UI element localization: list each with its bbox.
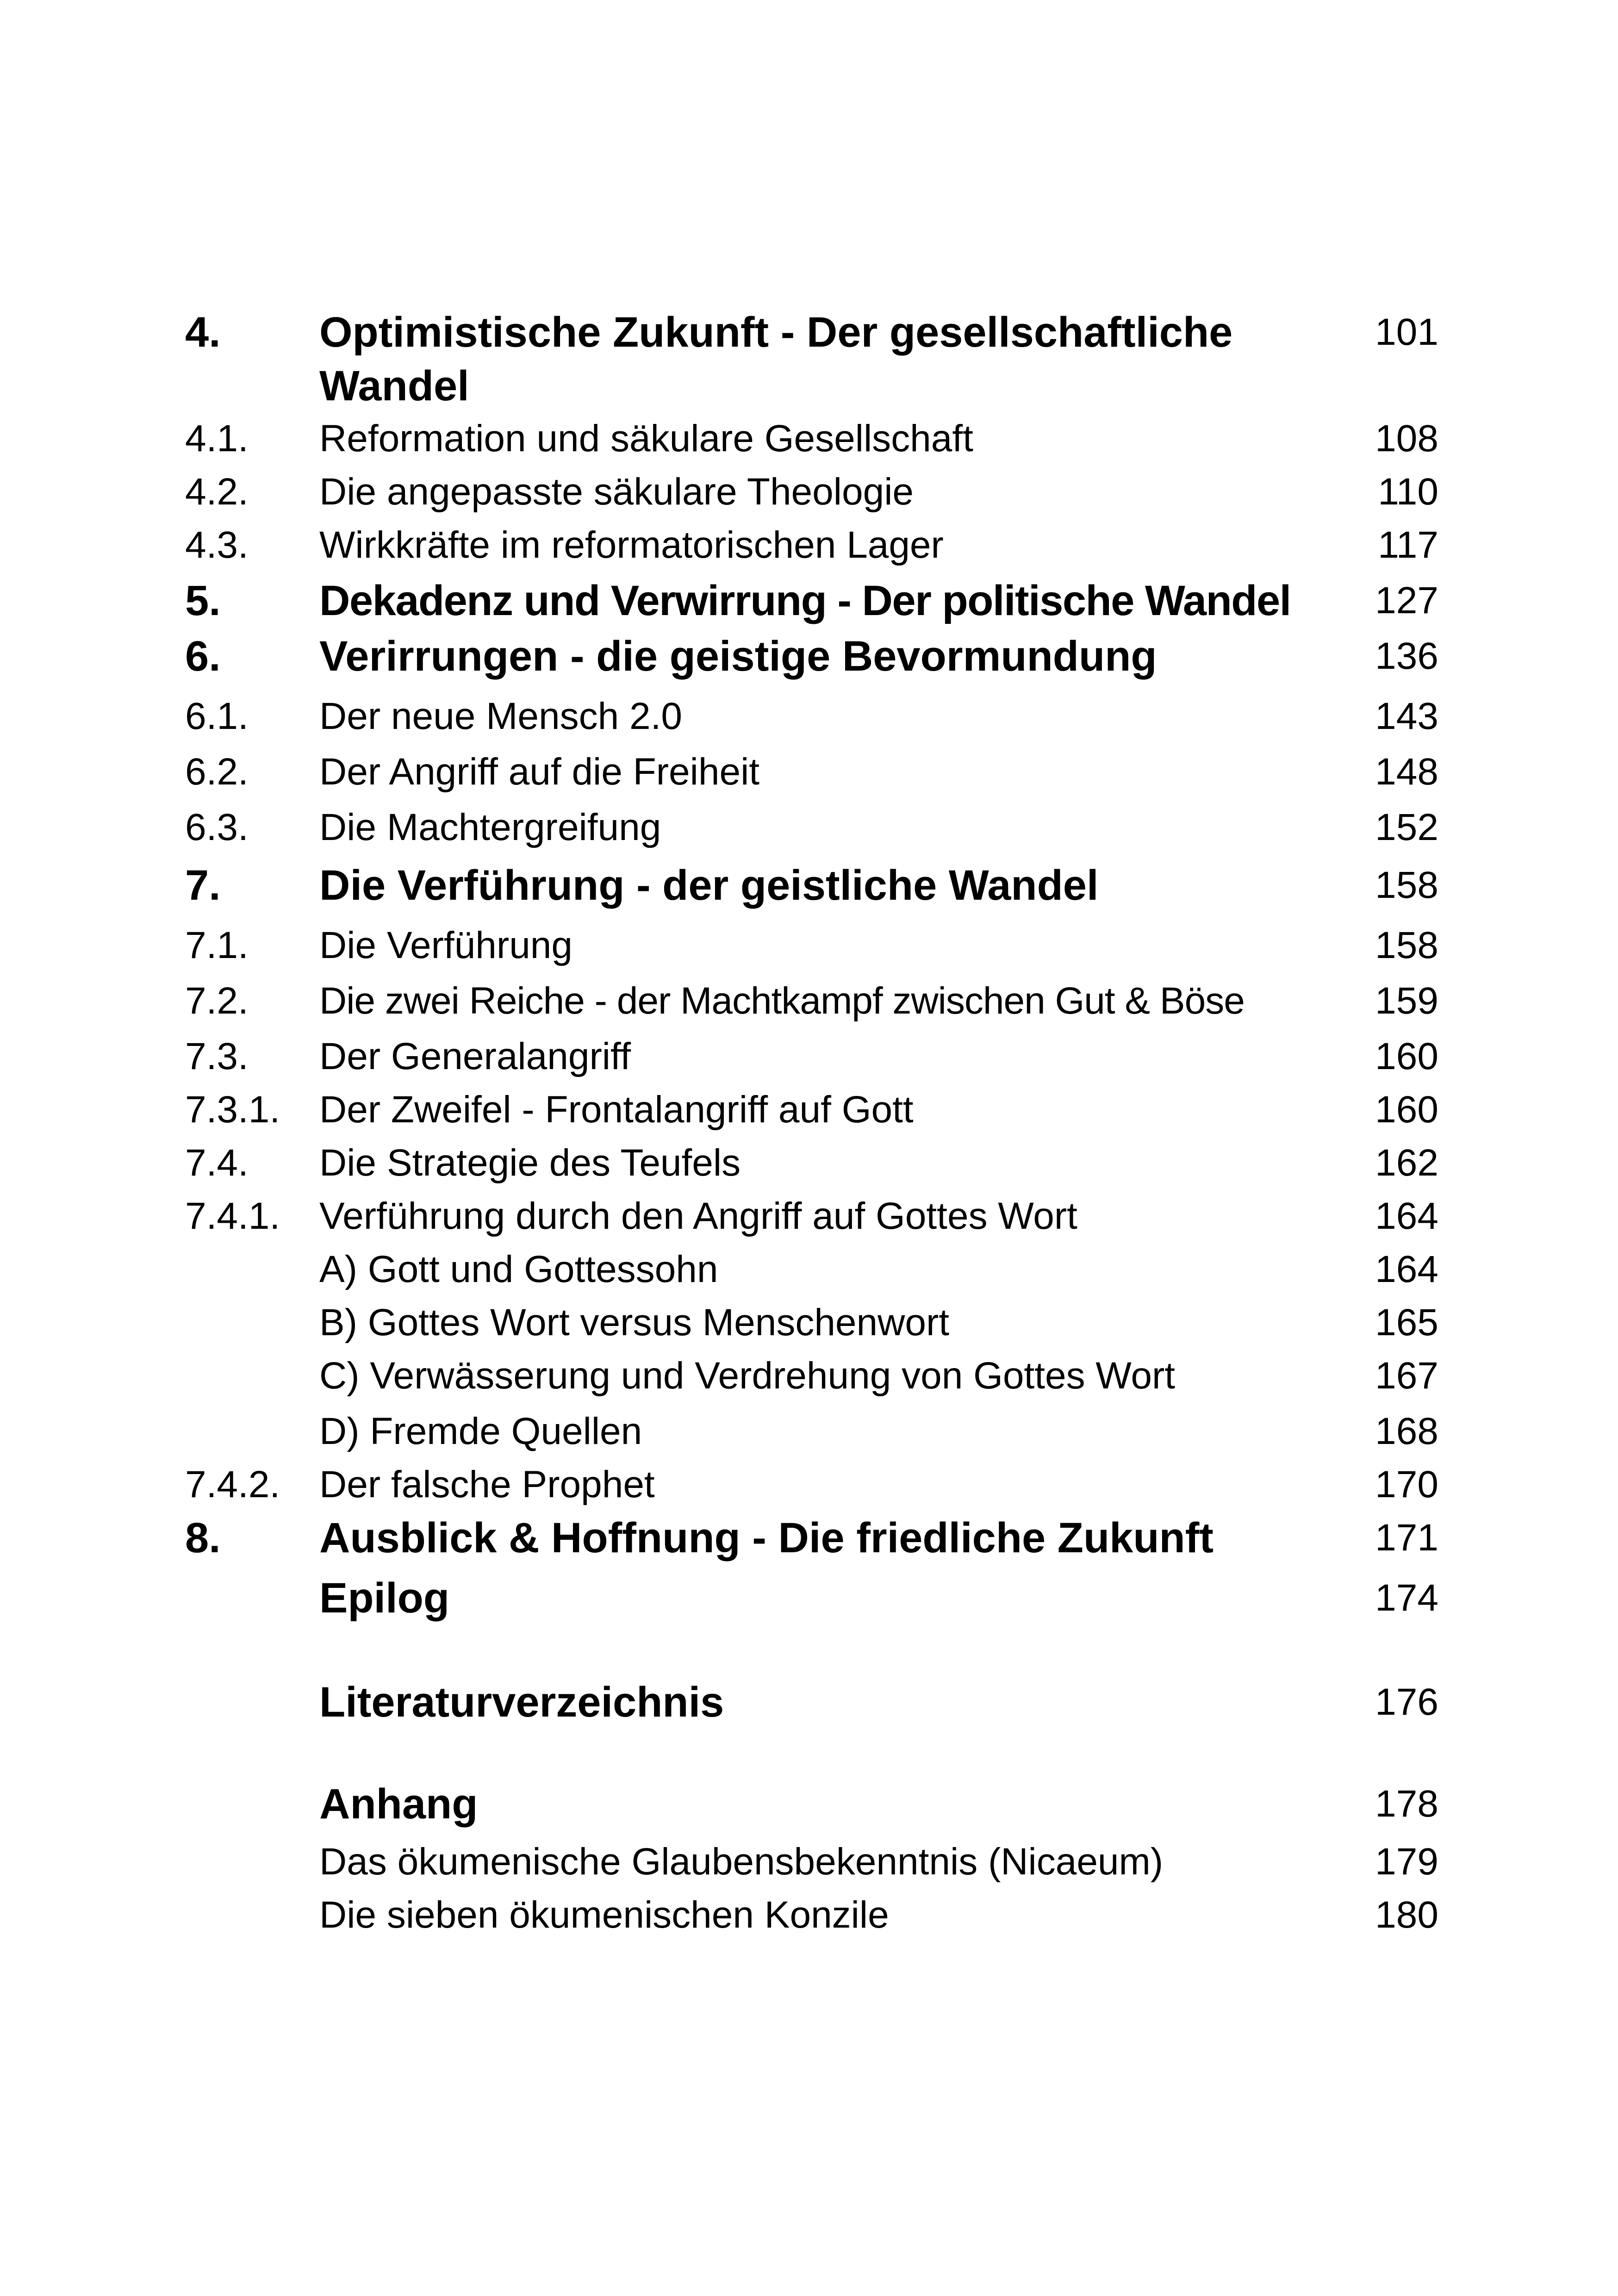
- toc-title: Wirkkräfte im reformatorischen Lager: [319, 524, 944, 566]
- toc-number: 7.4.: [185, 1142, 249, 1184]
- toc-title: Der Angriff auf die Freiheit: [319, 751, 760, 793]
- toc-title: D) Fremde Quellen: [319, 1410, 642, 1452]
- toc-title: Epilog: [319, 1574, 450, 1622]
- toc-title: C) Verwässerung und Verdrehung von Gottes Wort: [319, 1355, 1176, 1397]
- toc-entry-anhang: [0, 1777, 1618, 1833]
- toc-number: 6.: [185, 633, 221, 680]
- toc-entry-sub-a: [0, 1243, 1618, 1298]
- toc-title: Der falsche Prophet: [319, 1463, 655, 1506]
- toc-title: Die angepasste säkulare Theologie: [319, 471, 914, 513]
- toc-entry-4-1: [0, 412, 1618, 467]
- toc-title: Anhang: [319, 1780, 478, 1828]
- toc-page-number: 159: [1375, 980, 1438, 1022]
- toc-entry-konzile: [0, 1888, 1618, 1944]
- toc-entry-4-3: [0, 518, 1618, 574]
- toc-entry-sub-d: [0, 1405, 1618, 1460]
- toc-entry-7-3-1: [0, 1083, 1618, 1139]
- toc-number: 4.: [185, 309, 221, 356]
- toc-page-number: 179: [1375, 1841, 1438, 1883]
- toc-title: Die Strategie des Teufels: [319, 1142, 741, 1184]
- toc-number: 8.: [185, 1514, 221, 1562]
- toc-title: Optimistische Zukunft - Der gesellschaftliche: [319, 309, 1233, 356]
- toc-title-continuation: Wandel: [319, 362, 469, 410]
- toc-entry-6: [0, 629, 1618, 685]
- toc-number: 7.4.1.: [185, 1195, 280, 1237]
- toc-page-number: 152: [1375, 806, 1438, 848]
- toc-title: Das ökumenische Glaubensbekenntnis (Nicaeum): [319, 1841, 1164, 1883]
- toc-title: Reformation und säkulare Gesellschaft: [319, 417, 973, 460]
- toc-entry-sub-c: [0, 1349, 1618, 1405]
- toc-number: 7.1.: [185, 924, 249, 966]
- toc-page-number: 168: [1375, 1410, 1438, 1452]
- toc-number: 6.1.: [185, 695, 249, 737]
- toc-number: 4.2.: [185, 471, 249, 513]
- toc-entry-6-3: [0, 801, 1618, 856]
- toc-entry-7: [0, 859, 1618, 914]
- toc-number: 7.4.2.: [185, 1463, 280, 1506]
- toc-number: 4.1.: [185, 417, 249, 460]
- toc-title: Der Generalangriff: [319, 1035, 631, 1077]
- toc-page-number: 101: [1375, 311, 1438, 353]
- toc-entry-epilog: [0, 1571, 1618, 1627]
- toc-number: 7.3.1.: [185, 1089, 280, 1131]
- toc-title: Die Verführung - der geistliche Wandel: [319, 862, 1099, 909]
- toc-title: Verführung durch den Angriff auf Gottes Wort: [319, 1195, 1077, 1237]
- toc-title: Die Machtergreifung: [319, 806, 661, 848]
- toc-entry-sub-b: [0, 1296, 1618, 1351]
- toc-title: A) Gott und Gottessohn: [319, 1248, 718, 1290]
- toc-number: 7.2.: [185, 980, 249, 1022]
- toc-page-number: 176: [1375, 1681, 1438, 1723]
- toc-page-number: 117: [1378, 524, 1438, 566]
- toc-page-number: 127: [1375, 579, 1438, 622]
- toc-number: 7.3.: [185, 1035, 249, 1077]
- toc-title: Der neue Mensch 2.0: [319, 695, 683, 737]
- toc-page-number: 160: [1375, 1089, 1438, 1131]
- toc-page-number: 108: [1375, 417, 1438, 460]
- toc-entry-7-3: [0, 1030, 1618, 1085]
- toc-title: Literaturverzeichnis: [319, 1679, 724, 1726]
- toc-title: B) Gottes Wort versus Menschenwort: [319, 1301, 950, 1344]
- toc-page-number: 158: [1375, 864, 1438, 906]
- toc-page-number: 164: [1375, 1248, 1438, 1290]
- toc-page-number: 158: [1375, 924, 1438, 966]
- toc-entry-5: [0, 574, 1618, 629]
- toc-page-number: 167: [1375, 1355, 1438, 1397]
- toc-entry-4: [0, 305, 1618, 410]
- toc-title: Verirrungen - die geistige Bevormundung: [319, 633, 1157, 680]
- toc-entry-glaubensbekenntnis: [0, 1835, 1618, 1891]
- toc-number: 6.3.: [185, 806, 249, 848]
- toc-title: Die zwei Reiche - der Machtkampf zwischen Gut & Böse: [319, 980, 1245, 1022]
- toc-page-number: 178: [1375, 1783, 1438, 1825]
- toc-page-number: 174: [1375, 1577, 1438, 1619]
- toc-entry-4-2: [0, 465, 1618, 521]
- toc-page-number: 162: [1375, 1142, 1438, 1184]
- toc-page-number: 171: [1375, 1517, 1438, 1559]
- toc-number: 7.: [185, 862, 221, 909]
- toc-page-number: 170: [1375, 1463, 1438, 1506]
- toc-title: Der Zweifel - Frontalangriff auf Gott: [319, 1089, 914, 1131]
- toc-page-number: 148: [1375, 751, 1438, 793]
- toc-number: 5.: [185, 577, 221, 624]
- toc-entry-6-2: [0, 745, 1618, 801]
- toc-title: Dekadenz und Verwirrung - Der politische Wandel: [319, 577, 1291, 624]
- toc-entry-7-1: [0, 919, 1618, 974]
- toc-page-number: 165: [1375, 1301, 1438, 1344]
- toc-entry-7-4-2: [0, 1458, 1618, 1513]
- toc-page-number: 110: [1378, 471, 1438, 513]
- toc-page-number: 143: [1375, 695, 1438, 737]
- toc-page-number: 180: [1375, 1894, 1438, 1936]
- toc-entry-7-4: [0, 1136, 1618, 1192]
- toc-number: 6.2.: [185, 751, 249, 793]
- toc-title: Die sieben ökumenischen Konzile: [319, 1894, 889, 1936]
- toc-page-number: 136: [1375, 635, 1438, 677]
- toc-entry-7-2: [0, 974, 1618, 1030]
- toc-entry-literaturverzeichnis: [0, 1675, 1618, 1731]
- toc-title: Ausblick & Hoffnung - Die friedliche Zukunft: [319, 1514, 1214, 1562]
- toc-entry-7-4-1: [0, 1189, 1618, 1245]
- toc-title: Die Verführung: [319, 924, 573, 966]
- toc-entry-8: [0, 1511, 1618, 1567]
- toc-page-number: 160: [1375, 1035, 1438, 1077]
- toc-page-number: 164: [1375, 1195, 1438, 1237]
- toc-number: 4.3.: [185, 524, 249, 566]
- toc-entry-6-1: [0, 690, 1618, 745]
